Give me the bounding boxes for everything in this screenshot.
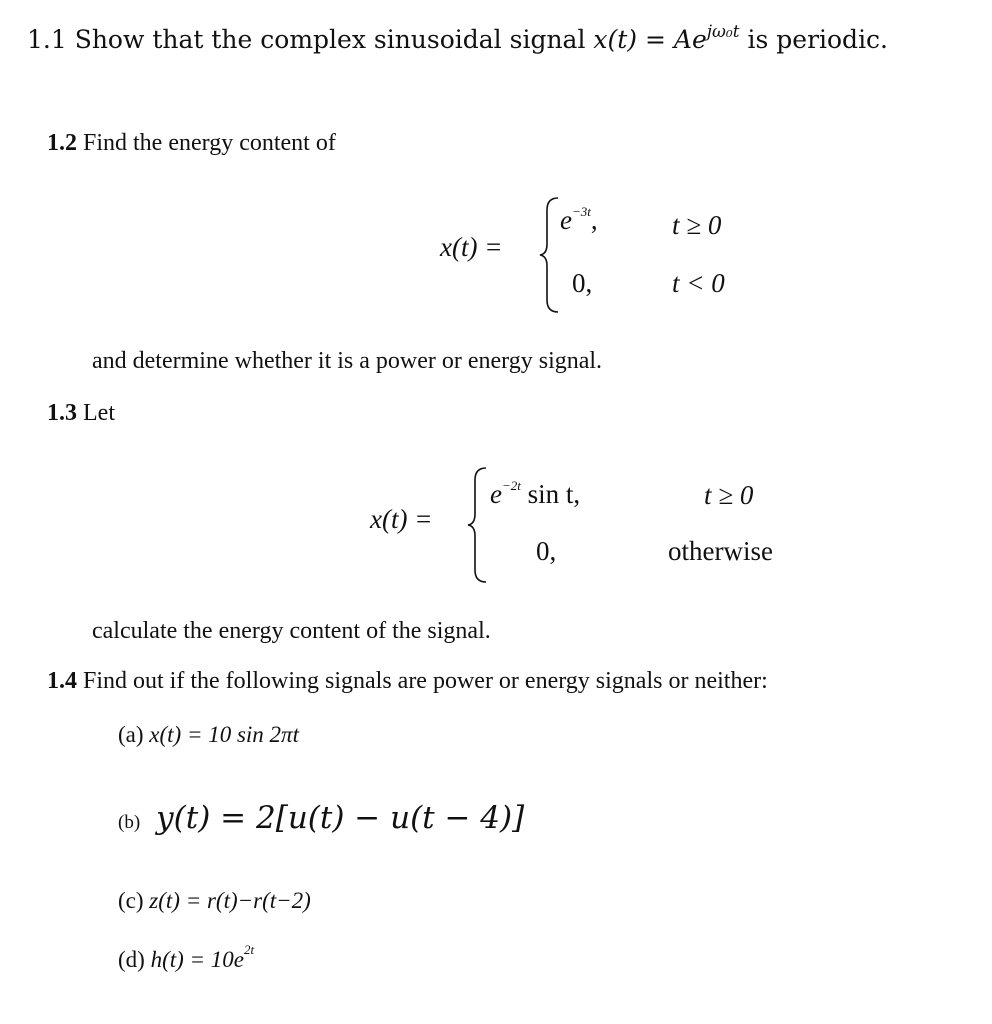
q1-2-case1-comma: , [590,205,598,235]
q1-1-exponent: jω₀t [706,22,740,42]
q1-2-lhs: x(t) = [440,232,503,262]
question-1-4-heading [47,668,768,695]
q1-2-case2-expr: 0, [572,268,593,298]
q1-2-follow-text: and determine whether it is a power or energy signal. [92,348,603,374]
q1-3-follow-text: calculate the energy content of the signal. [92,618,491,644]
q1-4-b-label: (b) [118,812,141,833]
q1-3-case1-exponent: −2t [501,478,521,493]
q1-4-c-label: (c) [118,888,144,913]
q1-2-case1-condition: t ≥ 0 [672,210,722,240]
q1-2-case1-expr [560,204,598,236]
q1-4-a-expr: x(t) = 10 sin 2πt [149,722,299,747]
q1-4-option-b [118,800,524,836]
q1-2-intro: Find the energy content of [83,130,336,156]
q1-1-text: 1.1 Show that the complex sinusoidal signal [27,25,594,54]
q1-1-base: e [691,25,707,54]
q1-3-case1-expr [490,478,580,510]
q1-4-c-expr: z(t) = r(t)−r(t−2) [149,888,311,913]
q1-2-case2-condition: t < 0 [672,268,725,298]
q1-1-amplitude: A [673,25,692,54]
q1-3-case2-expr: 0, [536,536,557,566]
q1-2-case1-base: e [560,205,572,235]
q1-3-intro: Let [83,400,115,426]
q1-2-brace [538,196,562,314]
q1-4-b-expr: y(t) = 2[u(t) − u(t − 4)] [156,800,525,836]
q1-4-d-expr: h(t) = 10e [150,947,245,972]
q1-3-case1-base: e [490,479,502,509]
q1-4-number: 1.4 [47,668,77,694]
q1-3-case2-condition: otherwise [668,536,773,566]
question-1-2-heading [47,130,336,157]
q1-4-option-a [118,722,299,748]
q1-2-case1-exponent: −3t [571,204,591,219]
q1-4-intro: Find out if the following signals are power or energy signals or neither: [83,668,768,694]
q1-4-d-label: (d) [118,947,145,972]
q1-3-case1-condition: t ≥ 0 [704,480,754,510]
q1-4-option-d [118,942,254,973]
question-1-1 [27,22,888,54]
q1-1-tail: is periodic. [739,25,889,54]
q1-1-equals: = [637,25,674,54]
q1-1-x-of-t: x(t) [593,25,638,54]
q1-4-option-c [118,888,311,914]
question-1-3-heading [47,400,115,427]
q1-3-number: 1.3 [47,400,77,426]
q1-4-a-label: (a) [118,722,144,747]
q1-4-d-exponent: 2t [244,942,255,957]
q1-3-lhs: x(t) = [370,504,433,534]
q1-3-brace [466,466,490,584]
q1-3-case1-rest: sin t, [520,479,581,509]
q1-2-number: 1.2 [47,130,77,156]
